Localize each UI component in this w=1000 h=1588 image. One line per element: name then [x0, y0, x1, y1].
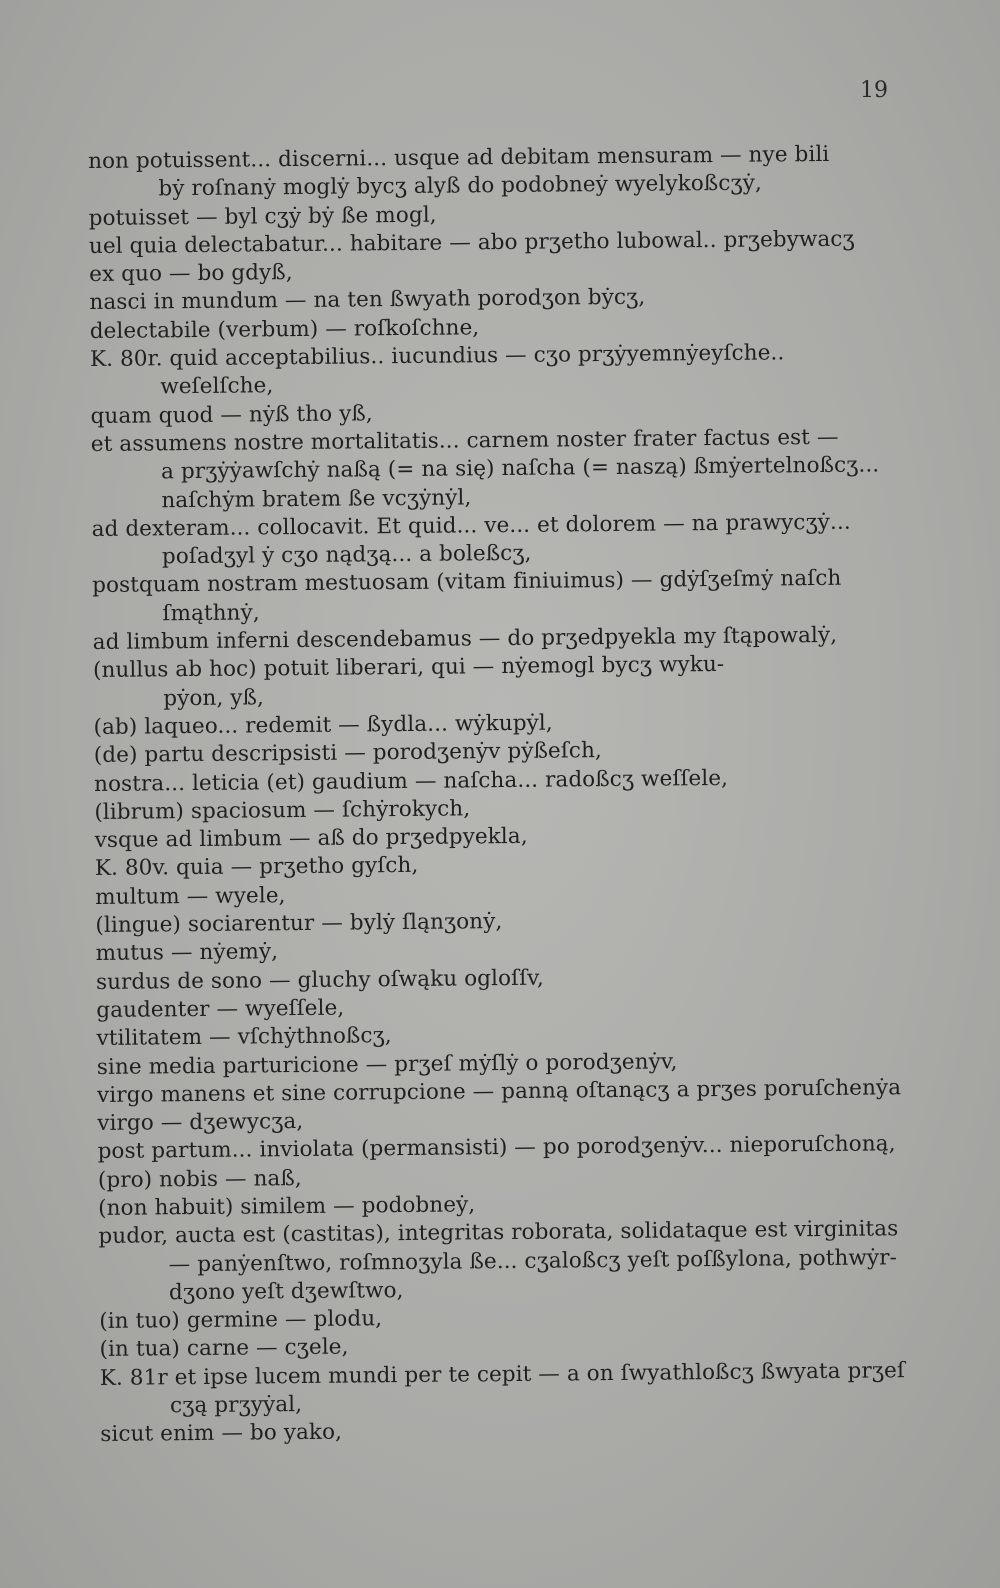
text-line: — panẏenſtwo, roſmnoʒyla ße... cʒaloßcʒ yeſt poſßylona, pothwẏr-: [168, 1244, 897, 1277]
text-line: bẏ roſnanẏ moglẏ bycʒ alyß do podobneẏ wyelykoßcʒẏ,: [158, 170, 762, 202]
text-line: (in tuo) germine — plodu,: [99, 1306, 383, 1335]
text-line: a prʒẏẏawſchẏ naßą (= na się) naſcha (= naszą) ßmẏertelnoßcʒ...: [160, 452, 880, 485]
text-line: post partum... inviolata (permansisti) — po porodʒenẏv... nieporuſchoną,: [97, 1131, 896, 1165]
text-line: nostra... leticia (et) gaudium — naſcha... radoßcʒ weſſele,: [93, 765, 729, 797]
text-line: ad limbum inferni descendebamus — do prʒedpyekla my ſtąpowalẏ,: [92, 622, 838, 656]
text-line: multum — wyele,: [95, 882, 286, 910]
text-line: (nullus ab hoc) potuit liberari, qui — nẏemogl bycʒ wyku-: [92, 652, 725, 684]
text-line: gaudenter — wyeſſele,: [96, 995, 345, 1023]
page-number: 19: [860, 78, 888, 103]
text-line: cʒą prʒyẏal,: [169, 1392, 303, 1419]
text-line: ad dexteram... collocavit. Et quid... ve... et dolorem — na prawycʒẏ...: [91, 509, 851, 542]
text-line: et assumens nostre mortalitatis... carnem noster frater factus est —: [90, 424, 839, 457]
text-line: (in tua) carne — cʒele,: [99, 1335, 349, 1363]
text-line: delectabile (verbum) — roſkoſchne,: [89, 315, 480, 344]
text-line: mutus — nẏemẏ,: [95, 939, 279, 967]
text-line: K. 80v. quia — prʒetho gyſch,: [94, 853, 419, 882]
text-line: weſelſche,: [160, 373, 274, 400]
text-line: nasci in mundum — na ten ßwyath porodʒon bẏcʒ,: [89, 285, 646, 316]
text-line: dʒono yeſt dʒewſtwo,: [168, 1277, 404, 1306]
text-line: sicut enim — bo yako,: [100, 1419, 343, 1448]
text-line: virgo manens et sine corrupcione — panną oſtanącʒ a prʒes poruſchenẏa: [96, 1075, 902, 1108]
text-line: poſadʒyl ẏ cʒo nądʒą... a boleßcʒ,: [161, 540, 532, 570]
text-line: (librum) spaciosum — ſchẏrokych,: [94, 796, 471, 825]
text-line: (non habuit) similem — podobneẏ,: [98, 1192, 476, 1221]
text-line: potuisset — byl cʒẏ bẏ ße mogl,: [88, 202, 437, 231]
glossary-text-block: [88, 140, 930, 1450]
text-line: vsque ad limbum — aß do prʒedpyekla,: [94, 823, 528, 854]
text-line: (lingue) sociarentur — bylẏ ſląnʒonẏ,: [95, 909, 503, 938]
text-line: (ab) laqueo... redemit — ßydla... wẏkupẏl,: [93, 710, 553, 740]
text-line: K. 81r et ipse lucem mundi per te cepit — a on ſwyathloßcʒ ßwyata prʒeſ: [99, 1357, 906, 1391]
text-line: vtilitatem — vſchẏthnoßcʒ,: [96, 1023, 392, 1052]
text-line: ex quo — bo gdyß,: [89, 260, 293, 288]
text-line: postquam nostram mestuosam (vitam finiuimus) — gdẏſʒeſmẏ naſch: [92, 566, 842, 599]
text-line: pudor, aucta est (castitas), integritas roborata, solidataque est virginitas: [98, 1216, 899, 1250]
text-line: non potuissent... discerni... usque ad debitam mensuram — nye bili: [88, 141, 830, 174]
text-line: K. 80r. quid acceptabilius.. iucundius — cʒo prʒẏyemnẏeyſche..: [89, 340, 785, 373]
text-line: quam quod — nẏß tho yß,: [90, 400, 373, 429]
text-line: sine media parturicione — prʒeſ mẏſlẏ o porodʒenẏv,: [96, 1048, 678, 1080]
text-line: pẏon, yß,: [163, 684, 265, 711]
text-line: surdus de sono — gluchy oſwąku oglοſſv,: [95, 965, 544, 995]
text-line: uel quia delectabatur... habitare — abo prʒetho lubowal.. prʒebywacʒ: [88, 226, 855, 259]
text-line: virgo — dʒewycʒa,: [97, 1109, 304, 1137]
text-line: (pro) nobis — naß,: [97, 1165, 302, 1193]
text-line: ſmąthnẏ,: [162, 600, 260, 627]
text-line: (de) partu descripsisti — porodʒenẏv pẏßeſch,: [93, 738, 603, 769]
text-line: naſchẏm bratem ße vcʒẏnẏl,: [161, 484, 472, 513]
